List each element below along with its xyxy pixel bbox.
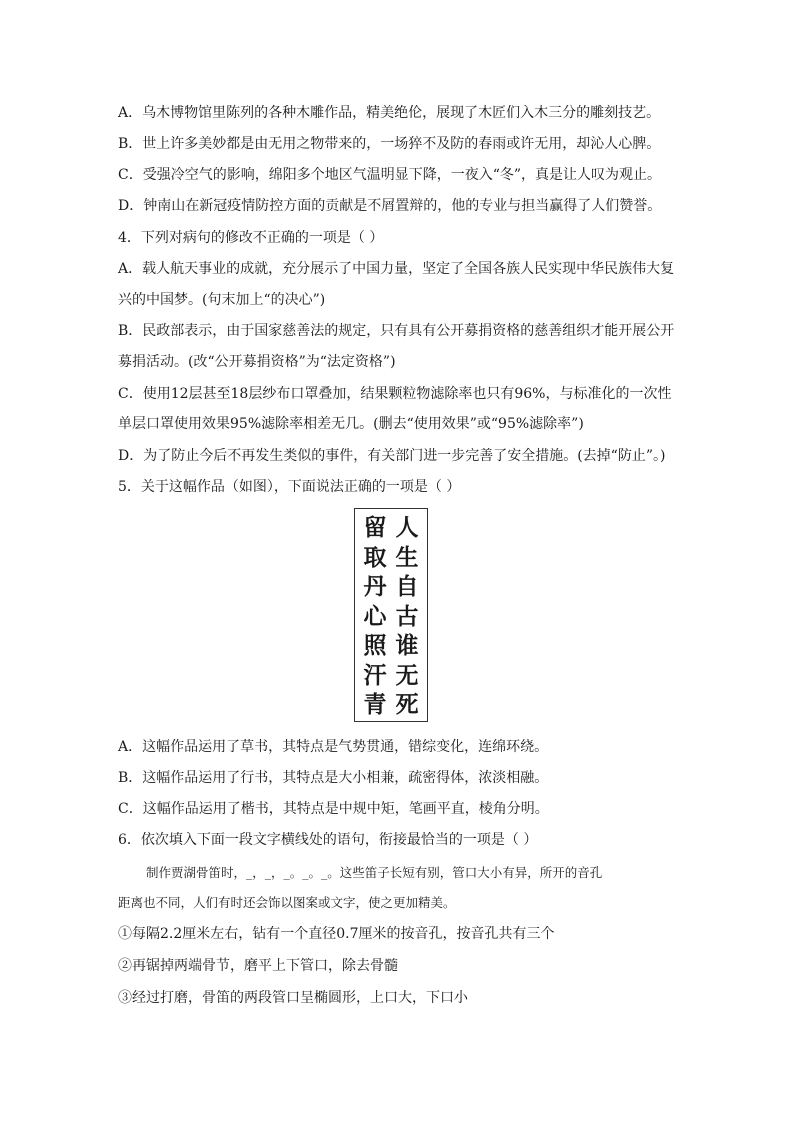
- q4-option-b-line1: B．民政部表示，由于国家慈善法的规定，只有具有公开募捐资格的慈善组织才能开展公开: [118, 323, 675, 339]
- q4-option-c-line2: 单层口罩使用效果95%滤除率相差无几。(删去“使用效果”或“95%滤除率”): [118, 416, 584, 432]
- q5-option-c: C．这幅作品运用了楷书，其特点是中规中矩，笔画平直，棱角分明。: [118, 801, 549, 817]
- q4-stem: 4．下列对病句的修改不正确的一项是（ ）: [118, 230, 384, 246]
- q5-option-a: A．这幅作品运用了草书，其特点是气势贯通，错综变化，连绵环绕。: [118, 739, 549, 755]
- q3-option-a: A．乌木博物馆里陈列的各种木雕作品，精美绝伦，展现了木匠们入木三分的雕刻技艺。: [118, 105, 661, 121]
- q3-option-c: C．受强冷空气的影响，绵阳多个地区气温明显下降，一夜入“冬”，真是让人叹为观止。: [118, 167, 662, 183]
- calligraphy-char: 取: [363, 543, 387, 571]
- calligraphy-char: 自: [395, 573, 419, 600]
- q4-option-a-line1: A．载人航天事业的成就，充分展示了中国力量，坚定了全国各族人民实现中华民族伟大复: [118, 261, 675, 277]
- q6-stem: 6．依次填入下面一段文字横线处的语句，衔接最恰当的一项是（ ）: [118, 832, 538, 848]
- calligraphy-char: 人: [395, 514, 419, 541]
- q6-passage-line2: 距离也不同，人们有时还会饰以图案或文字，使之更加精美。: [118, 895, 456, 910]
- calligraphy-char: 生: [395, 543, 419, 571]
- calligraphy-char: 古: [395, 602, 419, 630]
- calligraphy-right-column: [391, 513, 423, 720]
- calligraphy-char: 留: [363, 514, 387, 541]
- q5-option-b: B．这幅作品运用了行书，其特点是大小相兼，疏密得体，浓淡相融。: [118, 770, 549, 786]
- calligraphy-char: 丹: [363, 573, 387, 600]
- q6-item-1: ①每隔2.2厘米左右，钻有一个直径0.7厘米的按音孔，按音孔共有三个: [118, 926, 555, 942]
- calligraphy-left-column: [359, 513, 391, 720]
- q4-option-d: D．为了防止今后不再发生类似的事件，有关部门进一步完善了安全措施。(去掉“防止”。): [118, 448, 666, 464]
- q4-option-c-line1: C．使用12层甚至18层纱布口罩叠加，结果颗粒物滤除率也只有96%，与标准化的一次性: [118, 386, 672, 402]
- q5-stem: 5．关于这幅作品（如图），下面说法正确的一项是（ ）: [118, 479, 461, 495]
- calligraphy-char: 青: [363, 691, 387, 718]
- q6-item-3: ③经过打磨，骨笛的两段管口呈椭圆形，上口大，下口小: [118, 990, 468, 1006]
- calligraphy-char: 谁: [395, 632, 419, 659]
- q4-option-a-line2: 兴的中国梦。(句末加上“的决心”): [118, 292, 326, 308]
- calligraphy-char: 死: [395, 691, 419, 718]
- q3-option-d: D．钟南山在新冠疫情防控方面的贡献是不屑置辩的，他的专业与担当赢得了人们赞誉。: [118, 198, 662, 214]
- q4-option-b-line2: 募捐活动。(改“公开募捐资格”为“法定资格”): [118, 354, 396, 370]
- calligraphy-char: 无: [395, 661, 419, 689]
- q6-passage-line1: 制作贾湖骨笛时，_，_，_。_。_。这些笛子长短有别，管口大小有异，所开的音孔: [146, 865, 603, 880]
- calligraphy-char: 心: [363, 602, 387, 630]
- q3-option-b: B．世上许多美妙都是由无用之物带来的，一场猝不及防的春雨或许无用，却沁人心脾。: [118, 136, 661, 152]
- q6-item-2: ②再锯掉两端骨节，磨平上下管口，除去骨髓: [118, 958, 398, 974]
- calligraphy-figure: [354, 508, 428, 722]
- calligraphy-char: 照: [363, 632, 387, 659]
- calligraphy-char: 汗: [363, 661, 387, 689]
